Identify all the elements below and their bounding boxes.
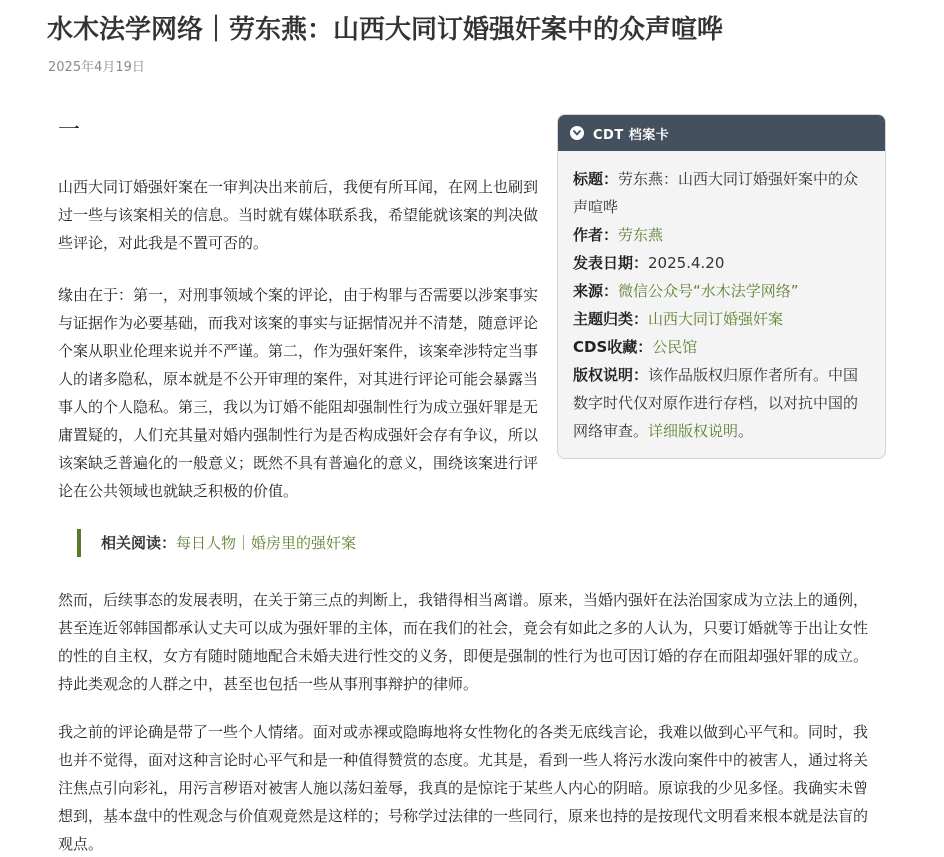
related-reading-label: 相关阅读： [101,534,177,552]
card-collection-row [573,333,870,361]
card-topic-row [573,305,870,333]
article-paragraph-4: 我之前的评论确是带了一些个人情绪。面对或赤裸或隐晦地将女性物化的各类无底线言论，我难以做到心平气和。同时，我也并不觉得，面对这种言论时心平气和是一种值得赞赏的态度。尤其是，看到一些人将污水泼向案件中的被害人，通过将关注焦点引向彩礼，用污言秽语对被害人施以荡妇羞辱，我真的是惊诧于某些人内心的阴暗。原谅我的少见多怪。我确实未曾想到，基本盘中的性观念与价值观竟然是这样的；号称学过法律的一些同行，原来也持的是按现代文明看来根本就是法盲的观点。 [58,723,869,853]
card-copyright-text: 该作品版权归原作者所有。中国数字时代仅对原作进行存档，以对抗中国的网络审查。 [573,366,859,440]
card-title-row [573,165,870,221]
card-source-link[interactable]: 微信公众号“水木法学网络” [618,282,799,300]
card-source-row [573,277,870,305]
card-date-row [573,249,870,277]
card-header[interactable] [558,115,885,151]
article-paragraph-2: 缘由在于：第一，对刑事领域个案的评论，由于构罪与否需要以涉案事实与证据作为必要基础，而我对该案的事实与证据情况并不清楚，随意评论个案从职业伦理来说并不严谨。第二，作为强奸案件，该案牵涉特定当事人的诸多隐私，原本就是不公开审理的案件，对其进行评论可能会暴露当事人的个人隐私。第三，我以为订婚不能阻却强制性行为成立强奸罪是无庸置疑的，人们充其量对婚内强制性行为是否构成强奸会存有争议，所以该案缺乏普遍化的一般意义；既然不具有普遍化的意义，围绕该案进行评论在公共领域也就缺乏积极的价值。 [58,286,539,500]
card-author-row [573,221,870,249]
card-date-value: 2025.4.20 [648,254,725,272]
card-author-link[interactable]: 劳东燕 [618,226,664,244]
card-date-label: 发表日期： [573,254,649,272]
card-author-label: 作者： [573,226,619,244]
card-header-title: CDT 档案卡 [593,127,670,143]
chevron-down-icon[interactable] [570,126,584,140]
card-topic-link[interactable]: 山西大同订婚强奸案 [648,310,784,328]
card-body [558,151,885,445]
card-source-label: 来源： [573,282,619,300]
card-collection-link[interactable]: 公民馆 [652,338,698,356]
publish-date: 2025年4月19日 [48,60,145,75]
related-reading [77,529,356,557]
cdt-archive-card [557,114,886,459]
related-reading-link[interactable]: 每日人物｜婚房里的强奸案 [176,534,357,552]
card-copyright-end: 。 [738,422,754,440]
section-heading: 一 [58,118,81,143]
article-paragraph-1: 山西大同订婚强奸案在一审判决出来前后，我便有所耳闻，在网上也刷到过一些与该案相关的信息。当时就有媒体联系我，希望能就该案的判决做些评论，对此我是不置可否的。 [58,178,539,252]
page-title: 水木法学网络｜劳东燕：山西大同订婚强奸案中的众声喧哗 [47,15,724,45]
card-copyright-link[interactable]: 详细版权说明 [648,422,739,440]
card-topic-label: 主题归类： [573,310,649,328]
card-copyright-label: 版权说明： [573,366,649,384]
article-paragraph-3: 然而，后续事态的发展表明，在关于第三点的判断上，我错得相当离谱。原来，当婚内强奸在法治国家成为立法上的通例，甚至连近邻韩国都承认丈夫可以成为强奸罪的主体，而在我们的社会，竟会有如此之多的人认为，只要订婚就等于出让女性的性的自主权，女方有随时随地配合未婚夫进行性交的义务，即便是强制的性行为也可因订婚的存在而阻却强奸罪的成立。持此类观念的人群之中，甚至也包括一些从事刑事辩护的律师。 [58,591,869,693]
card-title-value: 劳东燕：山西大同订婚强奸案中的众声喧哗 [573,170,859,216]
card-collection-label: CDS收藏： [573,338,653,356]
card-copyright-row [573,361,870,445]
card-title-label: 标题： [573,170,619,188]
